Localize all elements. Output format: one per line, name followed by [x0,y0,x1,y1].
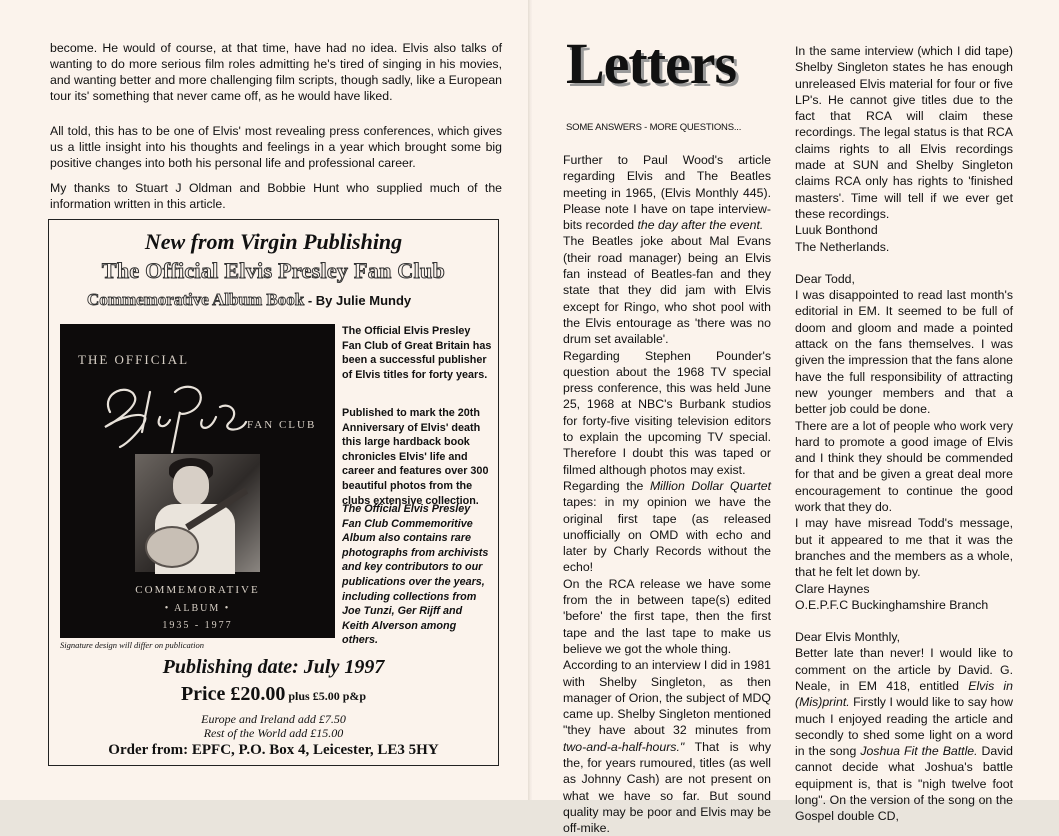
letter-paragraph [563,478,771,576]
letter-paragraph: There are a lot of people who work very hard to promote a good image of Elvis and I think they should be commended for that and be given a great deal more encouragement to continue the good work that they do. [795,418,1013,515]
ad-book-title: The Official Elvis Presley Fan Club [101,258,446,283]
letter-text: Better late than never! I would like to comment on the article by David. G. Neale, in EM 418, entitled [795,646,1013,693]
letter-paragraph [563,657,771,836]
letter-paragraph: Regarding Stephen Pounder's question about the 1968 TV special press conference, this was held June 25, 1968 at NBC's Burbank studios for forty-five visiting television editors to explain the upcoming TV special. Therefore I doubt this was taped or filmed although photos may exist. [563,348,771,477]
price-line [49,683,498,706]
ad-body-text: The Official Elvis Presley Fan Club of Great Britain has been a successful publisher of Elvis titles for forty years. [342,325,492,381]
letters-column-1 [563,152,771,836]
left-page [0,0,532,800]
letter-greeting: Dear Elvis Monthly, [795,630,901,645]
letter-paragraph: In the same interview (which I did tape) Shelby Singleton states he has enough unreleased Elvis material for four or five LP's. He cannot give titles due to the fact that RCA will claim these recordings. The legal status is that RCA claims rights to all Elvis recordings made at SUN and Shelby Singleton claims RCA only has rights to 'finished masters'. Time will tell if we ever get these recordings. [795,44,1013,221]
letter-italic: Million Dollar Quartet [649,478,772,493]
letter-signature-name: Clare Haynes [795,581,870,596]
publishing-date: Publishing date: July 1997 [162,656,385,678]
letter-paragraph: I may have misread Todd's message, but it appeared to me that it was the branches and the members as a whole, that he felt let down by. [795,516,1013,580]
cover-official-text: THE OFFICIAL [78,352,190,367]
letter-signature-place: O.E.P.F.C Buckinghamshire Branch [795,597,989,612]
letter-text: Regarding the [563,478,650,493]
letter-paragraph: On the RCA release we have some from the in between tape(s) edited 'before' the first tape, then the first tape and the last tape to make us believe we got the whole thing. [563,576,771,656]
letter-italic: Elvis in (Mis)print. [795,678,1014,710]
elvis-photo [135,454,260,572]
photo-face [173,466,209,506]
letter-paragraph [795,645,1013,824]
letter-text: tapes: in my opinion we have the original first tape (as released unofficially on OMD with echo and later by Charly Records without the echo! [563,495,771,575]
photo-guitar [145,526,199,568]
book-advertisement [48,219,499,766]
cover-album-text: • ALBUM • [164,603,231,614]
letter-paragraph: The Beatles joke about Mal Evans (their road manager) being an Elvis fan instead of Beatles-fan and they state that they did jam with Elvis except for Ringo, who shot pool with the Elvis entourage as 'there was no drum set available'. [563,234,771,347]
letter-text: Further to Paul Wood's article regarding Elvis and The Beatles meeting in 1965, (Elvis Monthly 445). Please note I have on tape interview-bits recorded [563,153,771,233]
letter-greeting: Dear Todd, [795,271,855,286]
letter-paragraph [563,152,771,233]
elvis-signature-logo [90,372,250,462]
article-paragraph: All told, this has to be one of Elvis' most revealing press conferences, which gives us a little insight into his thoughts and feelings in a year which brought some big positive changes into both his personal life and professional career. [50,124,502,170]
letter-paragraph: I was disappointed to read last month's editorial in EM. It seemed to be full of doom and gloom and made a pointed attack on the fans themselves. I was given the impression that the fans alone have the full responsibility of attracting new younger members and that a better job could be done. [795,288,1013,417]
letter-italic: two-and-a-half-hours." [563,739,685,754]
ad-author: - By Julie Mundy [304,293,412,308]
ad-body-text: The Official Elvis Presley Fan Club Commemoritive Album also contains rare photographs from archivists and key contributors to our publications over the years, including collections from Joe Tunzi, Ger Rijff and Keith Alverson among others. [342,503,489,647]
ad-body-text: Published to mark the 20th Anniversary of Elvis' death this large hardback book chronicles Elvis' life and career and features over 300 beautiful photos from the clubs extensive collection. [342,407,489,507]
letter-signature-name: Luuk Bonthond [795,223,878,238]
letter-text: According to an interview I did in 1981 with Shelby Singleton, as then manager of Orion, the subject of MDQ came up. Shelby Singleton mentioned "they have about 32 minutes from [563,658,771,738]
cover-commemorative-text: COMMEMORATIVE [135,584,260,596]
ad-headline: New from Virgin Publishing [144,229,403,254]
section-title: Letters [566,31,737,96]
letter-italic: Joshua Fit the Battle. [860,744,978,759]
cover-fan-club-text: FAN CLUB [247,419,317,431]
article-paragraph: My thanks to Stuart J Oldman and Bobbie Hunt who supplied much of the information written in this article. [50,181,502,211]
shipping-europe: Europe and Ireland add £7.50 [201,712,346,726]
letter-text: That is why the, for years rumoured, titles (as well as Johnny Cash) are not present on what we have so far. But sound quality may be poor and Elvis may be off-mike. [563,739,771,836]
letter-signature-place: The Netherlands. [795,239,890,254]
letter-text: David cannot decide what Joshua's battle equipment is, that is "nigh twelve foot long". On the version of the song on the Gospel double CD, [795,744,1013,824]
cover-caption: Signature design will differ on publication [60,640,204,650]
order-address: Order from: EPFC, P.O. Box 4, Leicester, LE3 5HY [108,742,439,758]
letter-text: Firstly I would like to say how much I enjoyed reading the article and secondly to shed some light on a word in the song [795,695,1013,759]
article-paragraph: become. He would of course, at that time, have had no idea. Elvis also talks of wanting to do more serious film roles admitting he's tired of singing in his movies, and wanting better and more challenging film scripts, though sadly, like a European tour its' something that never came off, as he would have liked. [50,41,502,103]
shipping-world: Rest of the World add £15.00 [203,726,344,740]
letter-italic: the day after the event. [637,218,764,233]
book-cover-image [60,324,335,638]
section-subhead: SOME ANSWERS - MORE QUESTIONS... [566,122,742,133]
ad-subtitle-text: Commemorative Album Book [87,290,305,309]
price-value: Price £20.00 [180,683,286,705]
postage-value: plus £5.00 p&p [285,689,367,703]
ad-book-subtitle [87,290,411,310]
cover-years-text: 1935 - 1977 [162,620,233,631]
letters-column-2 [795,43,1013,825]
